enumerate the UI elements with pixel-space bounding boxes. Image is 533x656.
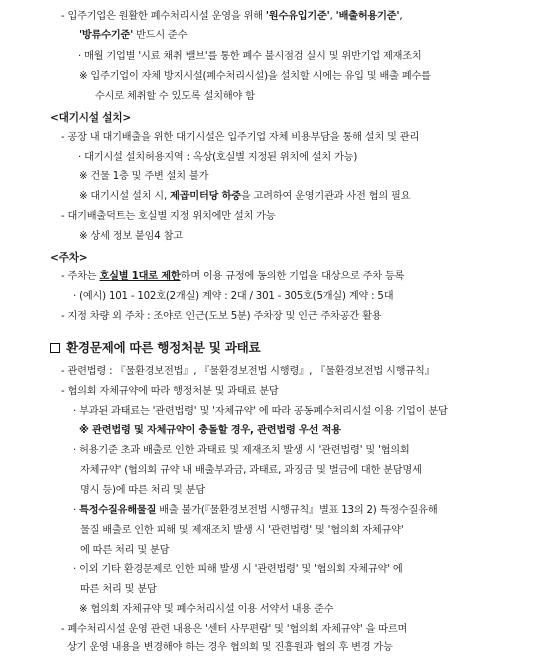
self-facility-note: ※ 입주기업이 자체 방지시설(폐수처리시설)을 설치할 시에는 유입 및 배출 폐수를 (79, 71, 431, 82)
air-facility-zone-line: · 대기시설 설치허용지역 : 옥상(호실별 지정된 위치에 설치 가능) (78, 152, 358, 163)
parking-other-line: - 지정 차량 외 주차 : 조야로 인근(도보 5분) 주차장 및 인근 주차공간 활용 (61, 311, 382, 322)
attachment-note: ※ 상세 정보 붙임4 참고 (79, 231, 183, 242)
other-issues-line-2: 따른 처리 및 분담 (80, 584, 157, 595)
related-laws-line: - 관련법령 : 『물환경보전법』, 『물환경보전법 시행령』, 『물환경보전법 시행규칙』 (61, 366, 435, 377)
discharge-standard: '방류수기준' (79, 30, 134, 41)
monthly-inspection-line: · 매월 기업별 '시료 채취 밸브'를 통한 폐수 불시점검 실시 및 위반기업 제재조치 (78, 51, 422, 62)
text-run: - 주차는 (61, 271, 100, 282)
operation-line-2: 상기 운영 내용을 변경해야 하는 경우 협의회 및 진흥원과 협의 후 변경 가능 (67, 642, 393, 653)
law-priority-note: ※ 관련법령 및 자체규약이 충돌할 경우, 관련법령 우선 적용 (79, 425, 341, 436)
text-run: 을 고려하여 운영기관과 사전 협의 필요 (240, 191, 411, 202)
hazardous-substance-term: 특정수질유해물질 (79, 505, 157, 516)
self-facility-note-cont: 수시로 체취할 수 있도록 설치해야 함 (95, 91, 255, 102)
air-facility-line: - 공장 내 대기배출을 위한 대기시설은 입주기업 자체 비용부담을 통해 설치 및 관리 (61, 132, 420, 143)
load-per-sqm: 제곱미터당 하중 (170, 191, 241, 202)
text-run: , (399, 11, 403, 22)
text-run: 하며 이용 규정에 동의한 기업을 대상으로 주차 등록 (180, 271, 405, 282)
bylaws-line: - 협의회 자체규약에 따라 행정처분 및 과태료 분담 (61, 386, 279, 397)
text-run: , (329, 11, 336, 22)
text-run: 반드시 준수 (133, 30, 188, 41)
checkbox-icon (50, 343, 60, 353)
parking-example-line: · (예시) 101 - 102호(2개실) 계약 : 2대 / 301 - 305호(5개실) 계약 : 5대 (73, 291, 394, 302)
emission-limit-standard: '배출허용기준' (335, 11, 400, 22)
air-facility-note-1: ※ 건물 1층 및 주변 설치 불가 (79, 171, 209, 182)
air-facility-heading: <대기시설 설치> (50, 112, 132, 124)
excess-emission-line: · 허용기준 초과 배출로 인한 과태료 및 제재조치 발생 시 '관련법령' 및 '협의회 (73, 445, 410, 456)
excess-emission-line-2: 자체규약' (협의회 규약 내 배출부과금, 과태료, 과징금 및 벌금에 대한 분담명세 (80, 465, 422, 476)
discharge-standard-line (79, 29, 187, 43)
other-issues-line: · 이외 기타 환경문제로 인한 피해 발생 시 '관련법령' 및 '협의회 자체규약' 에 (73, 564, 403, 575)
raw-inflow-standard: '원수유입기준' (265, 11, 330, 22)
parking-heading: <주차> (50, 252, 88, 264)
section-title-text: 환경문제에 따른 행정처분 및 과태료 (66, 340, 261, 355)
text-run: 배출 불가(『물환경보전법 시행규칙』별표 13의 2) 특정수질유해 (156, 505, 438, 516)
section-title (50, 341, 260, 355)
operation-line: - 폐수처리시설 운영 관련 내용은 '센터 사무편람' 및 '협의회 자체규약' 을 따르며 (61, 624, 408, 635)
air-facility-note-2 (79, 190, 410, 204)
hazardous-substance-line (73, 504, 437, 518)
text-run: ※ 대기시설 설치 시, (79, 191, 171, 202)
wastewater-standards-line (61, 10, 402, 24)
pledge-note: ※ 협의회 자체규약 및 폐수처리시설 이용 서약서 내용 준수 (79, 604, 334, 615)
hazardous-substance-line-2: 물질 배출로 인한 피해 및 제재조치 발생 시 '관련법령' 및 '협의회 자체규약' (80, 525, 404, 536)
air-duct-line: - 대기배출덕트는 호실별 지정 위치에만 설치 가능 (61, 211, 276, 222)
parking-limit: 호실별 1대로 제한 (99, 271, 181, 282)
text-run: - 입주기업은 원활한 폐수처리시설 운영을 위해 (61, 11, 266, 22)
excess-emission-line-3: 명시 등)에 따른 처리 및 분담 (80, 485, 206, 496)
parking-limit-line (61, 270, 404, 284)
fine-share-line: · 부과된 과태료는 '관련법령' 및 '자체규약' 에 따라 공동폐수처리시설 이용 기업이 분담 (73, 406, 448, 417)
hazardous-substance-line-3: 에 따른 처리 및 분담 (80, 545, 170, 556)
text-run: · (73, 505, 80, 516)
